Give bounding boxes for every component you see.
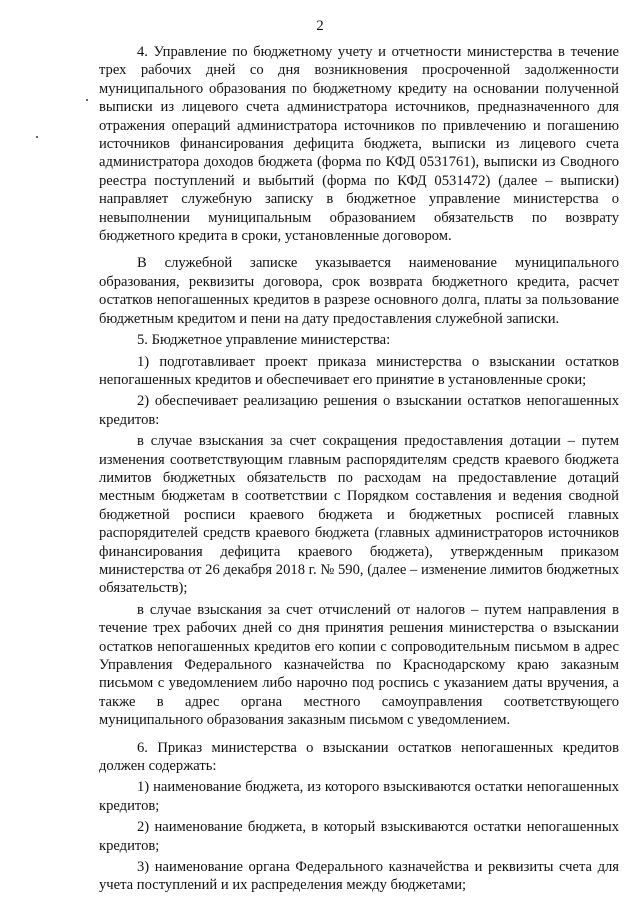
paragraph-5-item-1: 1) подготавливает проект приказа министерства о взыскании остатков непогашенных кредитов и обеспечивает его принятие в установленные сроки; — [99, 353, 619, 388]
paragraph-6-item-3: 3) наименование органа Федерального казначейства и реквизиты счета для учета поступлений и их распределения между бюджетами; — [99, 859, 619, 894]
paragraph-5-item-2: 2) обеспечивает реализацию решения о взыскании остатков непогашенных кредитов: — [99, 393, 619, 428]
paragraph-5-heading: 5. Бюджетное управление министерства: — [137, 332, 391, 349]
paragraph-6-item-1: 1) наименование бюджета, из которого взыскиваются остатки непогашенных кредитов; — [99, 779, 619, 814]
scan-speck — [36, 136, 38, 138]
paragraph-6-item-2: 2) наименование бюджета, в который взыскиваются остатки непогашенных кредитов; — [99, 819, 619, 854]
paragraph-tax-deductions: в случае взыскания за счет отчислений от налогов – путем направления в течение трех рабочих дней со дня принятия решения министерства о взыскании остатков непогашенных кредитов его копии с сопроводительным письмом в адрес Управления Федерального казначейства по Краснодарскому краю заказным письмом с уведомлением либо нарочно под роспись с указанием даты вручения, а также в адрес органа местного самоуправления соответствующего муниципального образования заказным письмом с уведомлением. — [99, 601, 619, 729]
paragraph-subsidy-reduction: в случае взыскания за счет сокращения предоставления дотации – путем изменения соответствующим главным распорядителям средств краевого бюджета лимитов бюджетных обязательств по расходам на предоставление дотаций местным бюджетам в соответствии с Порядком составления и ведения сводной бюджетной росписи краевого бюджета и бюджетных росписей главных распорядителей средств краевого бюджета (главных администраторов источников финансирования дефицита краевого бюджета), утвержденным приказом министерства от 26 декабря 2018 г. № 590, (далее – изменение лимитов бюджетных обязательств); — [99, 433, 619, 597]
scan-speck — [86, 99, 88, 101]
document-body — [99, 43, 619, 898]
paragraph-6-heading: 6. Приказ министерства о взыскании остатков непогашенных кредитов должен содержать: — [99, 739, 619, 775]
paragraph-memo-contents: В служебной записке указывается наименование муниципального образования, реквизиты договора, срок возврата бюджетного кредита, расчет остатков непогашенных кредитов в разрезе основного долга, платы за пользование бюджетным кредитом и пени на дату предоставления служебной записки. — [99, 255, 619, 327]
page-number: 2 — [316, 18, 324, 34]
paragraph-4: 4. Управление по бюджетному учету и отчетности министерства в течение трех рабочих дней со дня возникновения просроченной задолженности муниципального образования по бюджетному кредиту на основании полученной выписки из лицевого счета администратора источников, предназначенного для отражения операций администратора источников по привлечению и погашению источников финансирования дефицита бюджета, выписки из лицевого счета администратора доходов бюджета (форма по КФД 0531761), выписки из Сводного реестра поступлений и выбытий (форма по КФД 0531472) (далее – выписки) направляет служебную записку в бюджетное управление министерства о невыполнении муниципальным образованием обязательств по возврату бюджетного кредита в сроки, установленные договором. — [99, 44, 619, 245]
